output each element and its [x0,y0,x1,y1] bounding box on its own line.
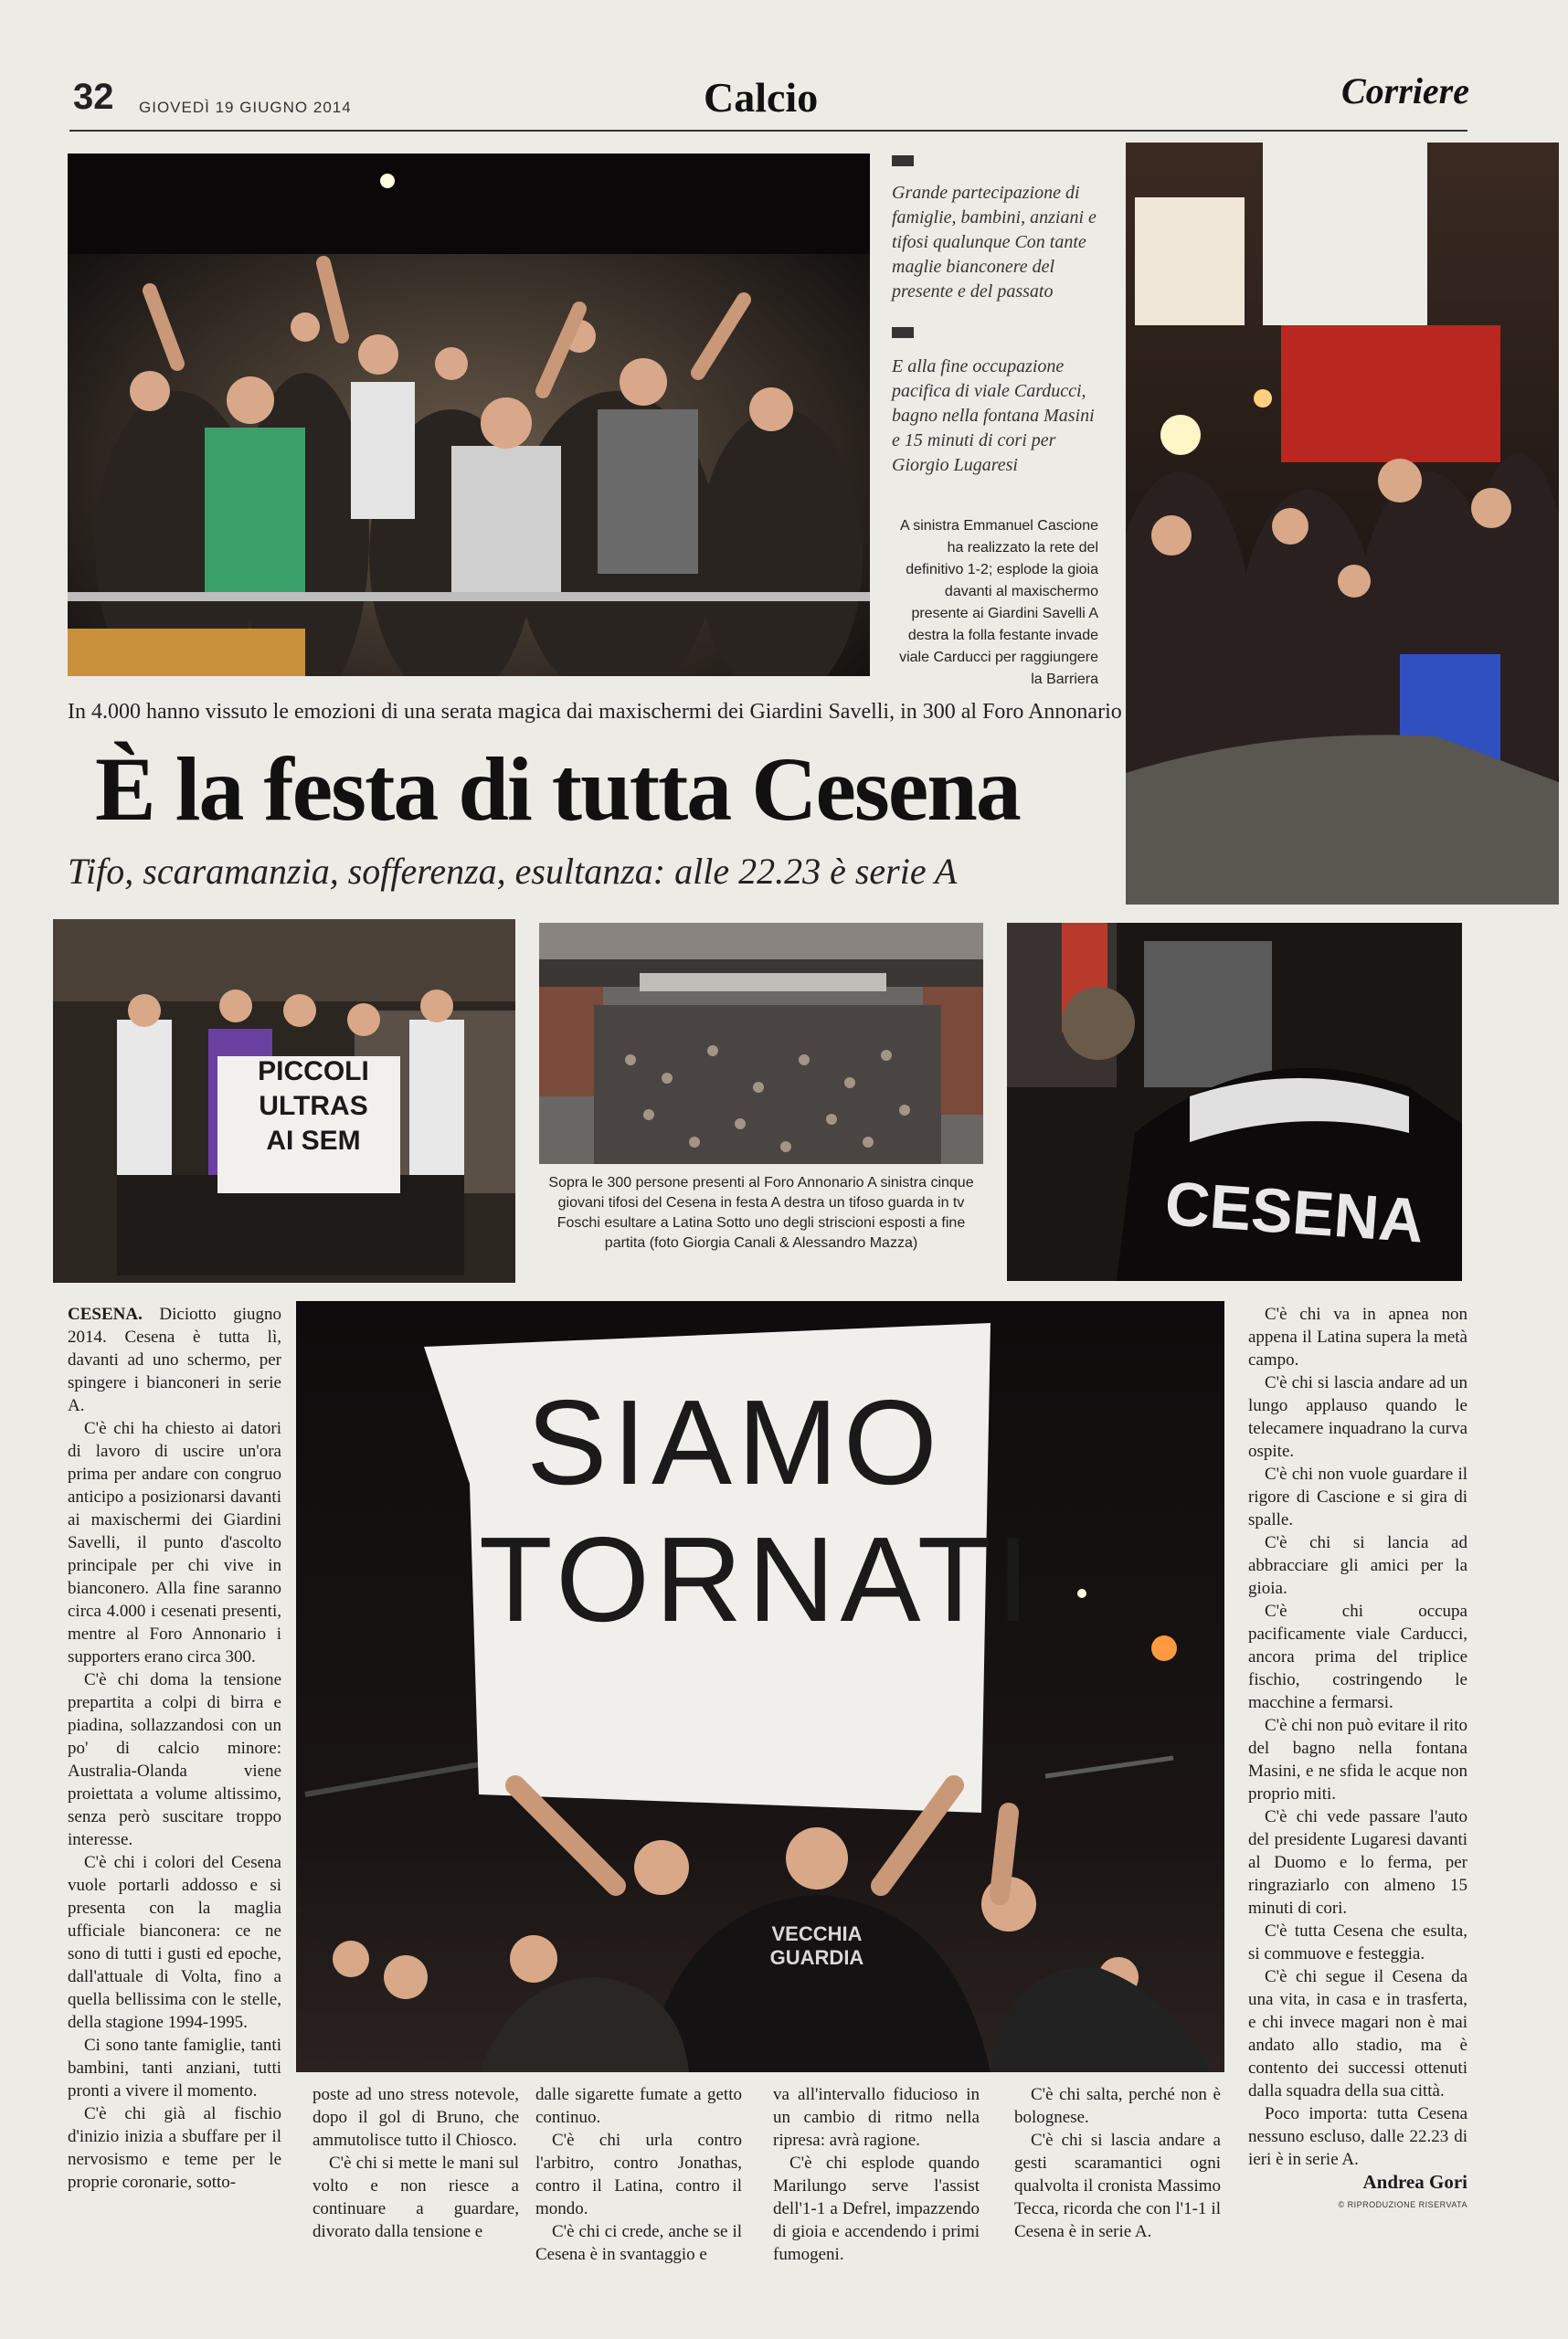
paragraph: C'è chi doma la tensione prepartita a colpi di birra e piadina, sollazzandosi con un po' di calcio minore: Australia-Olanda viene proiettata a volume altissimo, senza però suscitare troppo interesse. [68,1670,281,1849]
copyright-notice: © RIPRODUZIONE RISERVATA [1338,2200,1467,2209]
big-banner-line2: TORNATI [479,1512,1036,1646]
center-caption: Sopra le 300 persone presenti al Foro Annonario A sinistra cinque giovani tifosi del Cesena in festa A destra un tifoso guarda in tv Foschi esultare a Latina Sotto uno degli striscioni esposti a fine partita (foto Giorgia Canali & Alessandro Mazza) [548,1175,974,1251]
dateline: CESENA. [68,1305,143,1324]
paragraph: C'è chi si mette le mani sul volto e non riesce a continuare a guardare, divorato dalla tensione e [313,2154,519,2241]
author-byline: Andrea Gori [1362,2171,1467,2193]
article-column-4 [773,2083,980,2266]
subheadline: Tifo, scaramanzia, sofferenza, esultanza: alle 22.23 è serie A [68,851,958,892]
paragraph: C'è chi i colori del Cesena vuole portarli addosso e si presenta con la maglia ufficiale bianconera: ce ne sono di tutti i gusti ed epoche, dall'attuale di Volta, fino a quella bellissima con le stelle, della stagione 1994-1995. [68,1853,281,2032]
paragraph: C'è chi segue il Cesena da una vita, in casa e in trasferta, e chi invece magari non è mai andato allo stadio, ma è contento dei successi ottenuti dalla squadra della sua città. [1248,1967,1467,2101]
section-title: Calcio [704,74,819,121]
photo-young-fans [53,919,515,1283]
issue-date: GIOVEDÌ 19 GIUGNO 2014 [139,99,352,116]
kicker: In 4.000 hanno vissuto le emozioni di una serata magica dai maxischermi dei Giardini Savelli, in 300 al Foro Annonario [68,700,1122,724]
banner-piccoli-ultras [236,1054,391,1159]
side-caption-1: Grande partecipazione di famiglie, bambini, anziani e tifosi qualunque Con tante maglie bianconere del presente e del passato [892,183,1097,302]
article-column-5 [1014,2083,1221,2243]
article-column-6 [1248,1303,1467,2217]
paragraph: Ci sono tante famiglie, tanti bambini, tanti anziani, tutti pronti a vivere il momento. [68,2036,281,2101]
header-rule [69,130,1467,132]
banner-line: PICCOLI [258,1056,369,1086]
paragraph: va all'intervallo fiducioso in un cambio di ritmo nella ripresa: avrà ragione. [773,2085,980,2150]
photo-crowd-giardini-savelli [68,153,870,676]
paragraph: poste ad uno stress notevole, dopo il gol di Bruno, che ammutolisce tutto il Chiosco. [313,2085,519,2150]
paragraph: C'è chi salta, perché non è bolognese. [1014,2085,1221,2127]
banner-line: AI SEM [266,1126,361,1156]
big-banner-text [479,1374,1036,1648]
page-number: 32 [73,77,114,117]
photo-cesena-scarf [1007,923,1462,1281]
paragraph: C'è chi va in apnea non appena il Latina supera la metà campo. [1248,1305,1467,1370]
photo-siamo-tornati-banner [296,1301,1224,2072]
article-column-1 [68,1303,281,2194]
caption-marker [892,327,914,338]
paragraph: C'è chi esplode quando Marilungo serve l'assist dell'1-1 a Defrel, impazzendo di gioia e accendendo i primi fumogeni. [773,2154,980,2264]
paragraph: C'è tutta Cesena che esulta, si commuove e festeggia. [1248,1921,1467,1963]
side-caption-2: E alla fine occupazione pacifica di viale Carducci, bagno nella fontana Masini e 15 minuti di cori per Giorgio Lugaresi [892,356,1095,475]
paragraph: C'è chi già al fischio d'inizio inizia a sbuffare per il nervosismo e teme per le proprie coronarie, sotto- [68,2104,281,2192]
paragraph: dalle sigarette fumate a getto continuo. [535,2085,742,2127]
paragraph: Poco importa: tutta Cesena nessuno escluso, dalle 22.23 di ieri è in serie A. [1248,2104,1467,2169]
headline: È la festa di tutta Cesena [95,738,1020,840]
shirt-text: VECCHIA GUARDIA [769,1922,864,1969]
photo-viale-carducci [1126,143,1559,905]
paragraph: C'è chi non può evitare il rito del bagno nella fontana Masini, e ne sfida le acque non proprio miti. [1248,1716,1467,1804]
paragraph: C'è chi vede passare l'auto del presidente Lugaresi davanti al Duomo e lo ferma, per ringraziarlo con almeno 15 minuti di cori. [1248,1807,1467,1918]
caption-marker [892,155,914,166]
paragraph: C'è chi si lancia ad abbracciare gli amici per la gioia. [1248,1533,1467,1598]
paragraph: C'è chi ha chiesto ai datori di lavoro di uscire un'ora prima per andare con congruo anticipo a posizionarsi davanti ai maxischermi dei Giardini Savelli, il punto d'ascolto principale per chi vive in bianconero. Alla fine saranno circa 4.000 i cesenati presenti, mentre al Foro Annonario i supporters erano circa 300. [68,1419,281,1667]
paragraph: C'è chi urla contro l'arbitro, contro Jonathas, contro il Latina, contro il mondo. [535,2131,742,2218]
paragraph: C'è chi si lascia andare ad un lungo applauso quando le telecamere inquadrano la curva ospite. [1248,1373,1467,1461]
big-banner-line1: SIAMO [526,1375,943,1509]
article-column-3 [535,2083,742,2266]
newspaper-logo: Corriere [1341,70,1469,111]
small-caption: A sinistra Emmanuel Cascione ha realizzato la rete del definitivo 1-2; esplode la gioia davanti al maxischermo presente ai Giardini Savelli A destra la folla festante invade viale Carducci per raggiungere la Barriera [899,518,1098,687]
banner-line: ULTRAS [259,1091,368,1121]
scarf-text: CESENA [1162,1168,1426,1256]
paragraph: Diciotto giugno 2014. Cesena è tutta lì, davanti ad uno schermo, per spingere i bianconeri in serie A. [68,1305,281,1415]
paragraph: C'è chi ci crede, anche se il Cesena è in svantaggio e [535,2222,742,2264]
paragraph: C'è chi non vuole guardare il rigore di Cascione e si gira di spalle. [1248,1465,1467,1529]
photo-foro-annonario [539,923,983,1164]
paragraph: C'è chi si lascia andare a gesti scaramantici ogni qualvolta il cronista Massimo Tecca, ricorda che con l'1-1 il Cesena è in serie A. [1014,2131,1221,2241]
paragraph: C'è chi occupa pacificamente viale Carducci, ancora prima del triplice fischio, costringendo le macchine a fermarsi. [1248,1602,1467,1712]
article-column-2 [313,2083,519,2243]
